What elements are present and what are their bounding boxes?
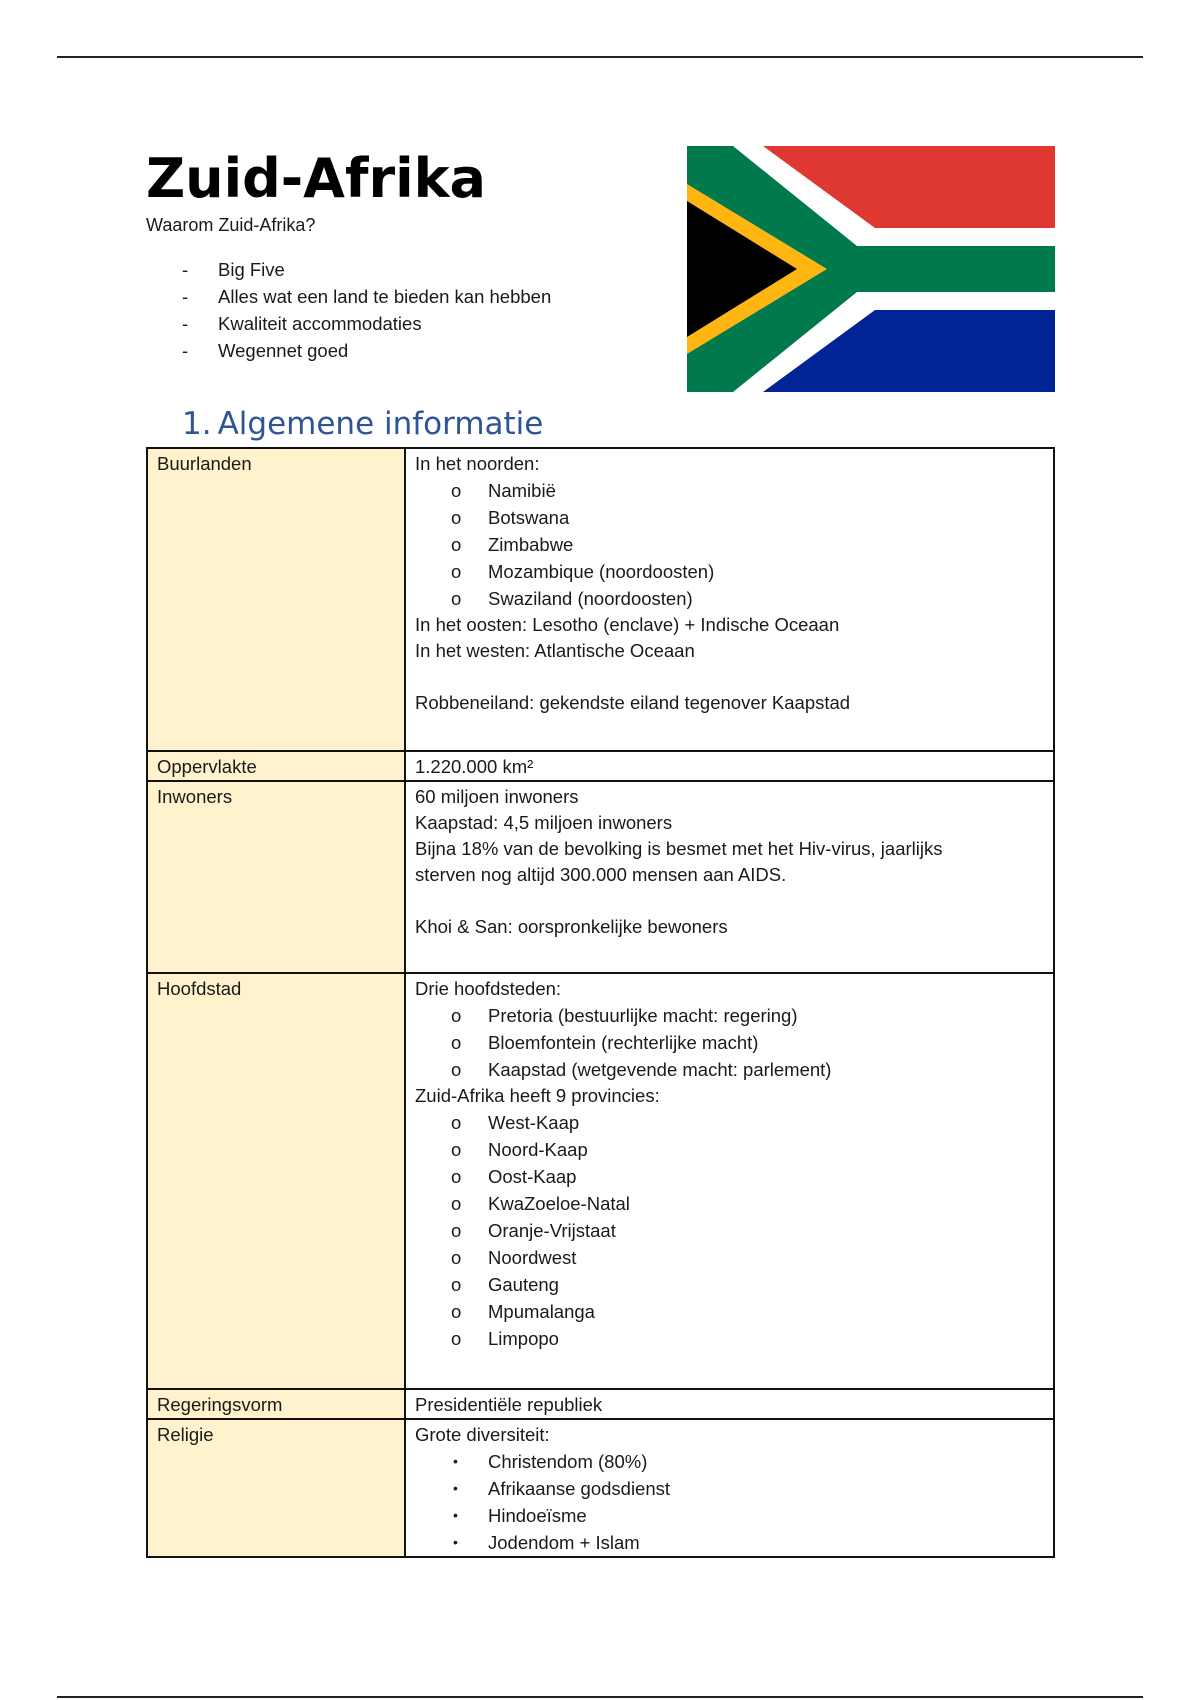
reason-text: Kwaliteit accommodaties <box>218 313 422 334</box>
province-text: Mpumalanga <box>488 1301 595 1322</box>
bullet-marker: • <box>453 1480 458 1496</box>
province-text: Limpopo <box>488 1328 559 1349</box>
section-number: 1. <box>182 406 212 442</box>
table-row <box>147 1389 1054 1419</box>
north-intro: In het noorden: <box>415 453 540 474</box>
bullet-marker: • <box>453 1534 458 1550</box>
list-item <box>415 1109 1044 1136</box>
inhabitants-line: 60 miljoen inwoners <box>415 786 579 807</box>
reasons-list <box>146 256 551 364</box>
list-item <box>415 1529 1044 1556</box>
section-title: Algemene informatie <box>217 406 544 442</box>
row-label-regeringsvorm: Regeringsvorm <box>147 1389 405 1419</box>
document-title: Zuid-Afrika <box>146 147 486 210</box>
religion-text: Jodendom + Islam <box>488 1532 640 1553</box>
row-value-religie <box>405 1419 1054 1557</box>
circle-marker: o <box>451 1247 462 1268</box>
document-subtitle: Waarom Zuid-Afrika? <box>146 215 316 235</box>
circle-marker: o <box>451 1059 462 1080</box>
section-heading <box>182 404 543 444</box>
row-value-buurlanden <box>405 448 1054 751</box>
circle-marker: o <box>451 1193 462 1214</box>
row-value-regeringsvorm: Presidentiële republiek <box>405 1389 1054 1419</box>
province-text: Noordwest <box>488 1247 577 1268</box>
capital-text: Bloemfontein (rechterlijke macht) <box>488 1032 759 1053</box>
circle-marker: o <box>451 1005 462 1026</box>
reason-text: Alles wat een land te bieden kan hebben <box>218 286 552 307</box>
inhabitants-line: sterven nog altijd 300.000 mensen aan AIDS. <box>415 864 787 885</box>
list-item <box>415 504 1044 531</box>
list-item <box>415 1217 1044 1244</box>
inhabitants-note: Khoi & San: oorspronkelijke bewoners <box>415 916 728 937</box>
list-item <box>415 585 1044 612</box>
list-item <box>415 1502 1044 1529</box>
row-value-hoofdstad <box>405 973 1054 1389</box>
religion-text: Afrikaanse godsdienst <box>488 1478 671 1499</box>
reason-item <box>146 310 551 337</box>
circle-marker: o <box>451 1032 462 1053</box>
reason-item <box>146 256 551 283</box>
circle-marker: o <box>451 1112 462 1133</box>
circle-marker: o <box>451 1328 462 1349</box>
row-value-oppervlakte: 1.220.000 km² <box>405 751 1054 781</box>
list-item <box>415 1002 1044 1029</box>
bullet-marker: • <box>453 1507 458 1523</box>
province-text: Gauteng <box>488 1274 559 1295</box>
list-item <box>415 1325 1044 1352</box>
circle-marker: o <box>451 1139 462 1160</box>
neighbor-text: Swaziland (noordoosten) <box>488 588 693 609</box>
table-row <box>147 751 1054 781</box>
reason-item <box>146 283 551 310</box>
reason-item <box>146 337 551 364</box>
table-row <box>147 973 1054 1389</box>
dash-marker: - <box>182 340 189 361</box>
religion-text: Hindoeïsme <box>488 1505 587 1526</box>
list-item <box>415 1190 1044 1217</box>
south-africa-flag-image <box>687 146 1055 392</box>
inhabitants-line: Bijna 18% van de bevolking is besmet met het Hiv-virus, jaarlijks <box>415 838 943 859</box>
province-text: West-Kaap <box>488 1112 580 1133</box>
list-item <box>415 1163 1044 1190</box>
east-line: In het oosten: Lesotho (enclave) + Indische Oceaan <box>415 614 840 635</box>
island-note: Robbeneiland: gekendste eiland tegenover Kaapstad <box>415 692 851 713</box>
neighbor-text: Botswana <box>488 507 570 528</box>
list-item <box>415 1029 1044 1056</box>
circle-marker: o <box>451 507 462 528</box>
dash-marker: - <box>182 313 189 334</box>
bullet-marker: • <box>453 1453 458 1469</box>
list-item <box>415 1271 1044 1298</box>
row-label-inwoners: Inwoners <box>147 781 405 973</box>
dash-marker: - <box>182 259 189 280</box>
spacer <box>415 888 1044 914</box>
dash-marker: - <box>182 286 189 307</box>
list-item <box>415 558 1044 585</box>
neighbor-text: Zimbabwe <box>488 534 574 555</box>
list-item <box>415 477 1044 504</box>
circle-marker: o <box>451 561 462 582</box>
circle-marker: o <box>451 1301 462 1322</box>
province-text: KwaZoeloe-Natal <box>488 1193 630 1214</box>
religion-intro: Grote diversiteit: <box>415 1424 550 1445</box>
capitals-intro: Drie hoofdsteden: <box>415 978 562 999</box>
capital-text: Kaapstad (wetgevende macht: parlement) <box>488 1059 832 1080</box>
general-info-table <box>146 447 1055 1558</box>
list-item <box>415 1056 1044 1083</box>
header-rule <box>57 56 1143 58</box>
province-text: Oranje-Vrijstaat <box>488 1220 616 1241</box>
circle-marker: o <box>451 480 462 501</box>
row-label-buurlanden: Buurlanden <box>147 448 405 751</box>
neighbor-text: Mozambique (noordoosten) <box>488 561 715 582</box>
list-item <box>415 531 1044 558</box>
list-item <box>415 1298 1044 1325</box>
circle-marker: o <box>451 1220 462 1241</box>
spacer <box>415 664 1044 690</box>
list-item <box>415 1244 1044 1271</box>
row-value-inwoners <box>405 781 1054 973</box>
list-item <box>415 1136 1044 1163</box>
list-item <box>415 1475 1044 1502</box>
row-label-oppervlakte: Oppervlakte <box>147 751 405 781</box>
table-row <box>147 448 1054 751</box>
row-label-hoofdstad: Hoofdstad <box>147 973 405 1389</box>
table-row <box>147 1419 1054 1557</box>
inhabitants-line: Kaapstad: 4,5 miljoen inwoners <box>415 812 673 833</box>
circle-marker: o <box>451 588 462 609</box>
reason-text: Wegennet goed <box>218 340 349 361</box>
capital-text: Pretoria (bestuurlijke macht: regering) <box>488 1005 798 1026</box>
circle-marker: o <box>451 1274 462 1295</box>
reason-text: Big Five <box>218 259 285 280</box>
neighbor-text: Namibië <box>488 480 556 501</box>
circle-marker: o <box>451 1166 462 1187</box>
province-text: Noord-Kaap <box>488 1139 588 1160</box>
circle-marker: o <box>451 534 462 555</box>
footer-rule <box>57 1696 1143 1698</box>
west-line: In het westen: Atlantische Oceaan <box>415 640 695 661</box>
row-label-religie: Religie <box>147 1419 405 1557</box>
table-row <box>147 781 1054 973</box>
list-item <box>415 1448 1044 1475</box>
province-text: Oost-Kaap <box>488 1166 577 1187</box>
provinces-intro: Zuid-Afrika heeft 9 provincies: <box>415 1085 660 1106</box>
religion-text: Christendom (80%) <box>488 1451 648 1472</box>
